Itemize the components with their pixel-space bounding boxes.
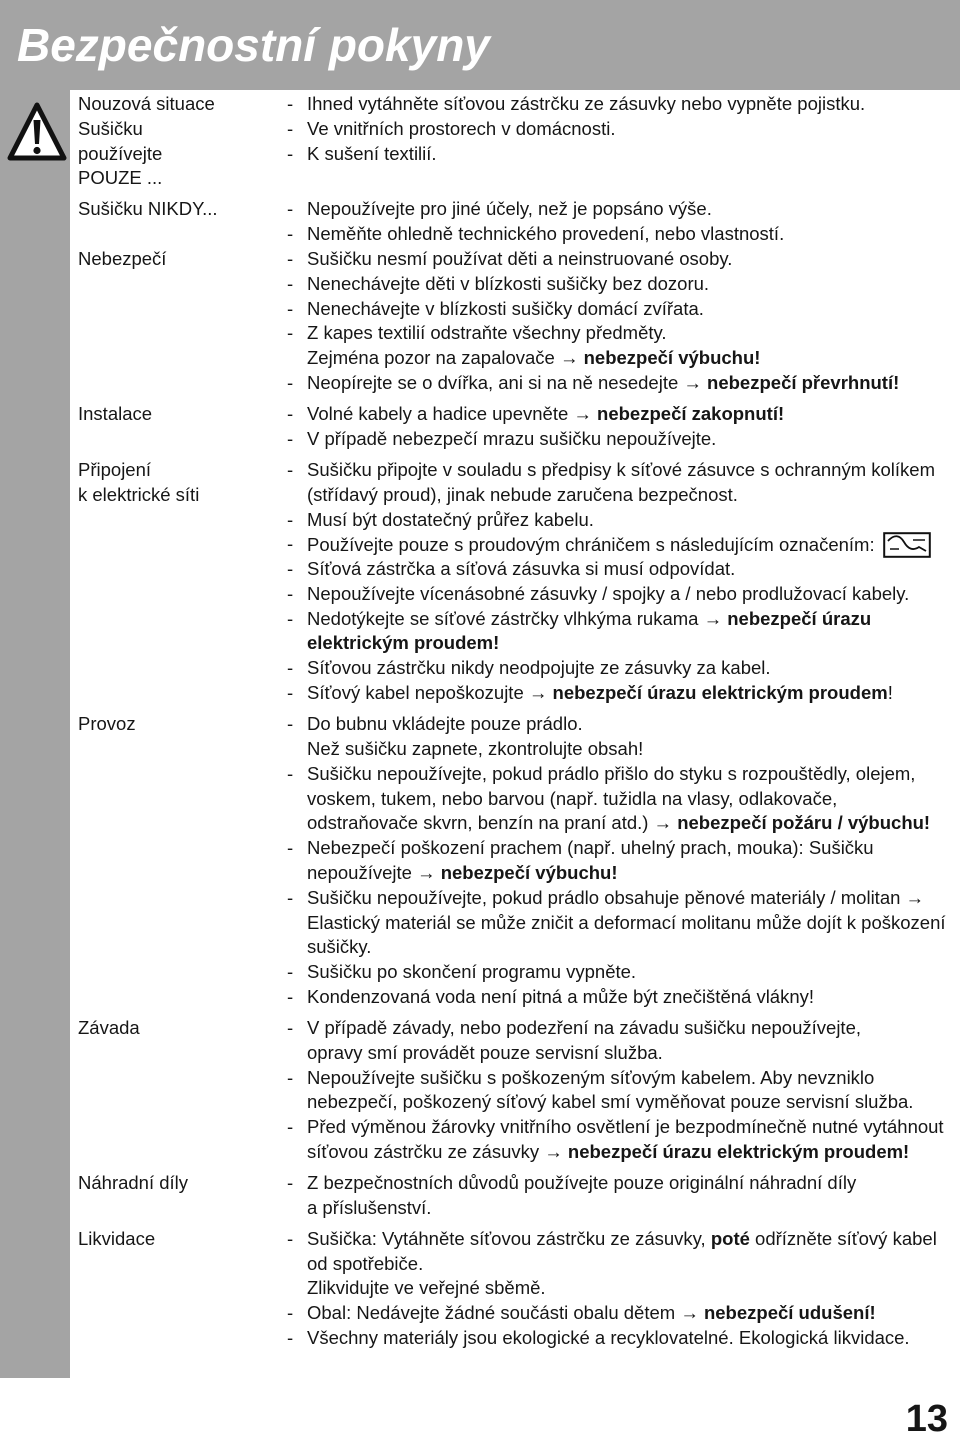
item-line bbox=[307, 1140, 960, 1165]
item-text: Neopírejte se o dvířka, ani si na ně nesedejte → bbox=[307, 372, 708, 394]
hazard-text: nebezpečí výbuchu! bbox=[440, 861, 618, 883]
item-text: nepoužívejte → bbox=[307, 861, 441, 883]
list-item bbox=[287, 960, 960, 985]
item-line bbox=[307, 1252, 960, 1277]
instruction-list bbox=[287, 247, 960, 396]
bullet-dash: - bbox=[287, 223, 294, 245]
hazard-text: elektrickým proudem! bbox=[307, 632, 500, 654]
item-line bbox=[307, 1115, 960, 1140]
list-item bbox=[287, 712, 960, 762]
item-text: Všechny materiály jsou ekologické a recyklovatelné. Ekologická likvidace. bbox=[307, 1327, 910, 1348]
item-text: Nedotýkejte se síťové zástrčky vlhkýma rukama → bbox=[307, 607, 728, 629]
item-text: Síťová zástrčka a síťová zásuvka si musí odpovídat. bbox=[307, 558, 736, 580]
item-line bbox=[307, 582, 960, 607]
item-text: Používejte pouze s proudovým chráničem s následujícím označením: bbox=[307, 534, 875, 556]
bullet-dash: - bbox=[287, 142, 294, 164]
hazard-text: nebezpečí úrazu bbox=[727, 607, 872, 629]
bullet-dash: - bbox=[287, 961, 294, 983]
section-disposal bbox=[0, 1227, 960, 1351]
list-item bbox=[287, 321, 960, 371]
item-line bbox=[307, 272, 960, 297]
item-line bbox=[307, 607, 960, 632]
list-item bbox=[287, 656, 960, 681]
list-item bbox=[287, 117, 960, 142]
section-label-line: Provoz bbox=[78, 713, 136, 735]
hazard-text: nebezpečí úrazu elektrickým proudem bbox=[552, 682, 888, 704]
item-text: V případě závady, nebo podezření na závadu sušičku nepoužívejte, bbox=[307, 1016, 861, 1038]
instruction-list bbox=[287, 1171, 960, 1221]
item-text: Před výměnou žárovky vnitřního osvětlení je bezpodmínečně nutné vytáhnout bbox=[307, 1116, 944, 1138]
section-label-line: Nebezpečí bbox=[78, 248, 167, 270]
section-danger bbox=[0, 247, 960, 396]
section-label-line: Sušičku bbox=[78, 117, 143, 139]
list-item bbox=[287, 247, 960, 272]
list-item bbox=[287, 1171, 960, 1221]
section-fault bbox=[0, 1016, 960, 1165]
list-item bbox=[287, 297, 960, 322]
item-text: Než sušičku zapnete, zkontrolujte obsah! bbox=[307, 737, 644, 759]
item-text: Do bubnu vkládejte pouze prádlo. bbox=[307, 713, 583, 735]
list-item bbox=[287, 1016, 960, 1066]
section-label-line: Závada bbox=[78, 1016, 140, 1038]
section-label-line: Instalace bbox=[78, 403, 153, 425]
item-line bbox=[307, 92, 960, 117]
page-header bbox=[0, 0, 960, 90]
item-text: Sušičku nepoužívejte, pokud prádlo přišlo do styku s rozpouštědly, olejem, bbox=[307, 762, 916, 784]
item-line bbox=[307, 247, 960, 272]
item-text: Musí být dostatečný průřez kabelu. bbox=[307, 508, 594, 530]
list-item bbox=[287, 1326, 960, 1351]
item-text: (střídavý proud), jinak nebude zaručena bezpečnost. bbox=[307, 483, 738, 505]
list-item bbox=[287, 1066, 960, 1116]
bullet-dash: - bbox=[287, 427, 294, 449]
section-label bbox=[78, 92, 287, 191]
bullet-dash: - bbox=[287, 117, 294, 139]
item-line bbox=[307, 346, 960, 371]
item-line bbox=[307, 321, 960, 346]
bullet-dash: - bbox=[287, 297, 294, 319]
bullet-dash: - bbox=[287, 508, 294, 530]
item-line bbox=[307, 458, 960, 483]
item-text: nebezpečí, poškozený síťový kabel smí vyměňovat pouze servisní služba. bbox=[307, 1091, 914, 1113]
instruction-list bbox=[287, 1227, 960, 1351]
list-item bbox=[287, 402, 960, 427]
bullet-dash: - bbox=[287, 1116, 294, 1138]
hazard-text: nebezpečí zakopnutí! bbox=[597, 403, 785, 425]
bullet-dash: - bbox=[287, 1171, 294, 1193]
item-line bbox=[307, 886, 960, 911]
section-label-line: Sušičku NIKDY... bbox=[78, 198, 218, 220]
item-text: sušičky. bbox=[307, 936, 372, 958]
list-item bbox=[287, 142, 960, 167]
section-label-line: používejte bbox=[78, 142, 163, 164]
item-text: voskem, tukem, nebo barvou (např. tužidla na vlasy, odlakovače, bbox=[307, 787, 838, 809]
item-line bbox=[307, 1227, 960, 1252]
section-never bbox=[0, 197, 960, 247]
bullet-dash: - bbox=[287, 458, 294, 480]
list-item bbox=[287, 1301, 960, 1326]
bullet-dash: - bbox=[287, 762, 294, 784]
item-text: Sušičku nepoužívejte, pokud prádlo obsahuje pěnové materiály / molitan → bbox=[307, 886, 925, 908]
item-line bbox=[307, 911, 960, 936]
section-label bbox=[78, 402, 287, 452]
item-text: Nepoužívejte sušičku s poškozeným síťovým kabelem. Aby nevzniklo bbox=[307, 1066, 875, 1088]
item-text: síťovou zástrčku ze zásuvky → bbox=[307, 1140, 568, 1162]
list-item bbox=[287, 681, 960, 706]
bullet-dash: - bbox=[287, 607, 294, 629]
item-line bbox=[307, 985, 960, 1010]
list-item bbox=[287, 836, 960, 886]
section-label bbox=[78, 458, 287, 706]
bullet-dash: - bbox=[287, 558, 294, 580]
instruction-list bbox=[287, 402, 960, 452]
bullet-dash: - bbox=[287, 1066, 294, 1088]
item-text: Kondenzovaná voda není pitná a může být znečištěná vlákny! bbox=[307, 985, 815, 1007]
item-line bbox=[307, 1301, 960, 1326]
item-line bbox=[307, 681, 960, 706]
item-line bbox=[307, 1276, 960, 1301]
item-line bbox=[307, 836, 960, 861]
bullet-dash: - bbox=[287, 713, 294, 735]
item-line bbox=[307, 508, 960, 533]
list-item bbox=[287, 508, 960, 533]
list-item bbox=[287, 762, 960, 836]
item-text: Nenechávejte děti v blízkosti sušičky bez dozoru. bbox=[307, 272, 710, 294]
rcd-symbol-icon bbox=[883, 532, 931, 558]
instruction-list bbox=[287, 1016, 960, 1165]
item-line bbox=[307, 297, 960, 322]
list-item bbox=[287, 458, 960, 508]
bullet-dash: - bbox=[287, 372, 294, 394]
page-title: Bezpečnostní pokyny bbox=[17, 19, 490, 71]
item-text: Sušičku připojte v souladu s předpisy k síťové zásuvce s ochranným kolíkem bbox=[307, 458, 935, 480]
bullet-dash: - bbox=[287, 985, 294, 1007]
section-label bbox=[78, 1227, 287, 1351]
item-line bbox=[307, 371, 960, 396]
item-text: Obal: Nedávejte žádné součásti obalu dětem → bbox=[307, 1302, 704, 1324]
item-line bbox=[307, 1066, 960, 1091]
item-text: od spotřebiče. bbox=[307, 1252, 424, 1274]
item-line bbox=[307, 222, 960, 247]
section-label-line: POUZE ... bbox=[78, 167, 163, 189]
section-label bbox=[78, 712, 287, 1010]
hazard-text: nebezpečí udušení! bbox=[703, 1302, 876, 1324]
section-label bbox=[78, 247, 287, 396]
safety-instructions bbox=[0, 92, 960, 1357]
hazard-text: nebezpečí požáru / výbuchu! bbox=[677, 812, 931, 834]
list-item bbox=[287, 371, 960, 396]
hazard-text: nebezpečí převrhnutí! bbox=[707, 372, 900, 394]
section-label-line: Připojení bbox=[78, 458, 152, 480]
instruction-list bbox=[287, 458, 960, 706]
item-line bbox=[307, 787, 960, 812]
item-line bbox=[307, 631, 960, 656]
item-line bbox=[307, 935, 960, 960]
item-line bbox=[307, 1041, 960, 1066]
instruction-list bbox=[287, 92, 960, 191]
bullet-dash: - bbox=[287, 198, 294, 220]
item-text: Sušička: Vytáhněte síťovou zástrčku ze zásuvky, bbox=[307, 1227, 711, 1249]
item-line bbox=[307, 1016, 960, 1041]
item-text: a příslušenství. bbox=[307, 1196, 432, 1218]
list-item bbox=[287, 557, 960, 582]
item-text: Ve vnitřních prostorech v domácnosti. bbox=[307, 117, 616, 139]
item-line bbox=[307, 197, 960, 222]
item-text: Síťový kabel nepoškozujte → bbox=[307, 682, 553, 704]
item-line bbox=[307, 1196, 960, 1221]
item-text: Volné kabely a hadice upevněte → bbox=[307, 403, 598, 425]
section-label-line: Nouzová situace bbox=[78, 93, 215, 114]
hazard-text: nebezpečí výbuchu! bbox=[583, 347, 761, 369]
item-text: Z bezpečnostních důvodů používejte pouze originální náhradní díly bbox=[307, 1171, 857, 1193]
item-line bbox=[307, 483, 960, 508]
item-line bbox=[307, 737, 960, 762]
bullet-dash: - bbox=[287, 322, 294, 344]
bullet-dash: - bbox=[287, 837, 294, 859]
item-line bbox=[307, 762, 960, 787]
item-line bbox=[307, 532, 960, 557]
item-text: K sušení textilií. bbox=[307, 142, 437, 164]
page-number: 13 bbox=[905, 1398, 948, 1440]
section-label bbox=[78, 1171, 287, 1221]
bullet-dash: - bbox=[287, 1302, 294, 1324]
bullet-dash: - bbox=[287, 682, 294, 704]
item-line bbox=[307, 427, 960, 452]
item-line bbox=[307, 117, 960, 142]
list-item bbox=[287, 985, 960, 1010]
item-text: odřízněte síťový kabel bbox=[749, 1227, 937, 1249]
section-emergency bbox=[0, 92, 960, 191]
section-label-line: Likvidace bbox=[78, 1227, 156, 1249]
section-label-line: k elektrické síti bbox=[78, 483, 200, 505]
item-text: Z kapes textilií odstraňte všechny předměty. bbox=[307, 322, 667, 344]
item-text: ! bbox=[887, 682, 893, 704]
item-line bbox=[307, 861, 960, 886]
section-installation bbox=[0, 402, 960, 452]
list-item bbox=[287, 1227, 960, 1301]
list-item bbox=[287, 427, 960, 452]
section-operation bbox=[0, 712, 960, 1010]
hazard-text: nebezpečí úrazu elektrickým proudem! bbox=[567, 1140, 910, 1162]
item-text: Sušičku po skončení programu vypněte. bbox=[307, 961, 637, 983]
bullet-dash: - bbox=[287, 1327, 294, 1348]
item-line bbox=[307, 142, 960, 167]
bullet-dash: - bbox=[287, 582, 294, 604]
section-label bbox=[78, 197, 287, 247]
item-text: Elastický materiál se může zničit a deformací molitanu může dojít k poškození bbox=[307, 911, 946, 933]
item-text: Zlikvidujte ve veřejné sběmě. bbox=[307, 1277, 546, 1299]
list-item bbox=[287, 532, 960, 557]
item-line bbox=[307, 1171, 960, 1196]
item-text: Ihned vytáhněte síťovou zástrčku ze zásuvky nebo vypněte pojistku. bbox=[307, 93, 866, 114]
item-line bbox=[307, 557, 960, 582]
item-text: Zejména pozor na zapalovače → bbox=[307, 347, 584, 369]
bullet-dash: - bbox=[287, 886, 294, 908]
item-text: V případě nebezpečí mrazu sušičku nepoužívejte. bbox=[307, 427, 717, 449]
item-line bbox=[307, 811, 960, 836]
item-text: Nepoužívejte vícenásobné zásuvky / spojky a / nebo prodlužovací kabely. bbox=[307, 582, 910, 604]
section-electrical-connection bbox=[0, 458, 960, 706]
bullet-dash: - bbox=[287, 248, 294, 270]
list-item bbox=[287, 582, 960, 607]
item-line bbox=[307, 960, 960, 985]
bullet-dash: - bbox=[287, 272, 294, 294]
bullet-dash: - bbox=[287, 1227, 294, 1249]
instruction-list bbox=[287, 712, 960, 1010]
item-text: Nebezpečí poškození prachem (např. uhelný prach, mouka): Sušičku bbox=[307, 837, 874, 859]
bullet-dash: - bbox=[287, 533, 294, 555]
bullet-dash: - bbox=[287, 403, 294, 425]
section-label bbox=[78, 1016, 287, 1165]
list-item bbox=[287, 92, 960, 117]
instruction-list bbox=[287, 197, 960, 247]
section-label-line: Náhradní díly bbox=[78, 1171, 189, 1193]
bullet-dash: - bbox=[287, 657, 294, 679]
bullet-dash: - bbox=[287, 93, 294, 114]
item-text: Síťovou zástrčku nikdy neodpojujte ze zásuvky za kabel. bbox=[307, 657, 771, 679]
list-item bbox=[287, 1115, 960, 1165]
list-item bbox=[287, 272, 960, 297]
item-line bbox=[307, 656, 960, 681]
list-item bbox=[287, 222, 960, 247]
item-line bbox=[307, 712, 960, 737]
item-text: Nenechávejte v blízkosti sušičky domácí zvířata. bbox=[307, 297, 704, 319]
section-spare-parts bbox=[0, 1171, 960, 1221]
emphasis-text: poté bbox=[710, 1227, 750, 1249]
item-text: Neměňte ohledně technického provedení, nebo vlastností. bbox=[307, 223, 785, 245]
item-line bbox=[307, 1326, 960, 1351]
item-line bbox=[307, 402, 960, 427]
item-text: odstraňovače skvrn, benzín na praní atd.) → bbox=[307, 812, 678, 834]
item-line bbox=[307, 1090, 960, 1115]
item-text: Nepoužívejte pro jiné účely, než je popsáno výše. bbox=[307, 198, 712, 220]
item-text: Sušičku nesmí používat děti a neinstruované osoby. bbox=[307, 248, 733, 270]
bullet-dash: - bbox=[287, 1016, 294, 1038]
list-item bbox=[287, 607, 960, 657]
item-text: opravy smí provádět pouze servisní služba. bbox=[307, 1041, 663, 1063]
list-item bbox=[287, 197, 960, 222]
list-item bbox=[287, 886, 960, 960]
